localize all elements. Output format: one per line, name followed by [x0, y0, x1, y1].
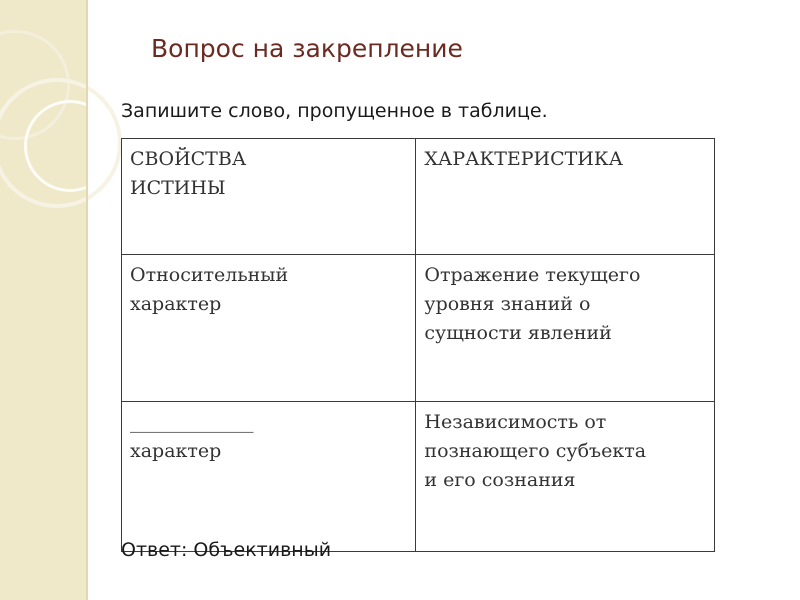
property-name: Относительный характер: [130, 264, 289, 315]
table-header-row: [122, 139, 715, 255]
side-band-decoration: [0, 0, 88, 600]
table-row: [122, 255, 715, 402]
header-properties-label: СВОЙСТВА ИСТИНЫ: [130, 148, 247, 199]
slide-title: Вопрос на закрепление: [151, 34, 463, 63]
property-description: Отражение текущего уровня знаний о сущности явлений: [424, 264, 641, 344]
property-description: Независимость от познающего субъекта и его сознания: [424, 411, 647, 491]
table-cell: [122, 402, 416, 552]
property-name-blank: _____________ характер: [130, 411, 254, 462]
table-cell: [416, 402, 715, 552]
table-header-cell: [122, 139, 416, 255]
table-header-cell: [416, 139, 715, 255]
header-characteristic-label: ХАРАКТЕРИСТИКА: [424, 148, 623, 170]
slide-instruction: Запишите слово, пропущенное в таблице.: [121, 100, 548, 122]
table-row: [122, 402, 715, 552]
table-cell: [416, 255, 715, 402]
answer-text: Ответ: Объективный: [121, 539, 332, 561]
truth-properties-table: [121, 138, 715, 552]
table-cell: [122, 255, 416, 402]
decorative-ring-icon: [24, 100, 116, 192]
